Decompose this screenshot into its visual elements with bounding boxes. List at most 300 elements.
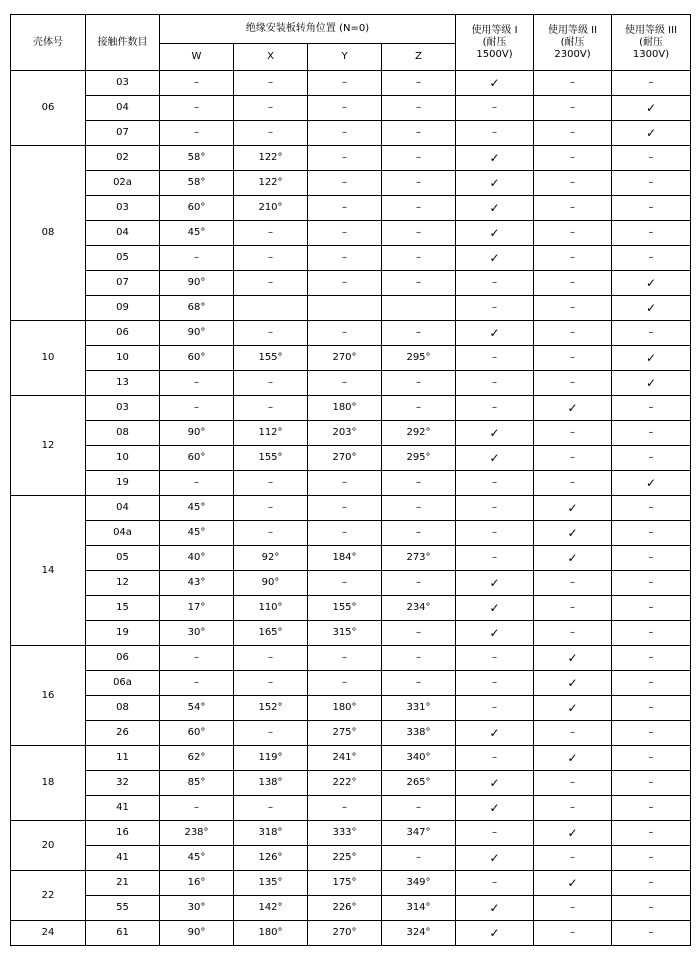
contact-count-cell: 02 (86, 146, 160, 171)
position-y-cell: 222° (308, 771, 382, 796)
use-grade-1-cell: ✓ (456, 221, 534, 246)
use-grade-3-cell: – (612, 496, 691, 521)
contact-count-cell: 32 (86, 771, 160, 796)
use-grade-1-cell: – (456, 521, 534, 546)
use-grade-1-cell: – (456, 296, 534, 321)
position-x-cell: 122° (234, 171, 308, 196)
position-z-cell: – (382, 96, 456, 121)
position-x-cell: 155° (234, 446, 308, 471)
use-grade-2-header: 使用等级 II (耐压 2300V) (534, 15, 612, 71)
use-grade-2-cell: – (534, 596, 612, 621)
position-z-cell: – (382, 171, 456, 196)
position-w-cell: 60° (160, 196, 234, 221)
contact-count-cell: 21 (86, 871, 160, 896)
contact-count-cell: 19 (86, 621, 160, 646)
position-y-cell: – (308, 96, 382, 121)
position-x-cell: – (234, 121, 308, 146)
position-w-cell: 58° (160, 171, 234, 196)
position-y-cell: – (308, 121, 382, 146)
position-w-cell: – (160, 71, 234, 96)
position-y-cell: – (308, 671, 382, 696)
rotation-position-header: 绝缘安装板转角位置 (N=0) (160, 15, 456, 44)
position-z-cell: 331° (382, 696, 456, 721)
position-x-cell: – (234, 321, 308, 346)
table-row (11, 471, 691, 496)
use-grade-2-cell: ✓ (534, 496, 612, 521)
position-y-cell: 184° (308, 546, 382, 571)
use-grade-3-cell: – (612, 246, 691, 271)
use-grade-1-cell: – (456, 396, 534, 421)
position-y-cell: 333° (308, 821, 382, 846)
table-row (11, 621, 691, 646)
position-w-cell: 16° (160, 871, 234, 896)
use-grade-3-cell: – (612, 396, 691, 421)
position-y-cell: – (308, 146, 382, 171)
shell-number-cell: 06 (11, 71, 86, 146)
position-z-cell: – (382, 846, 456, 871)
shell-number-cell: 24 (11, 921, 86, 946)
contact-count-cell: 08 (86, 421, 160, 446)
position-x-cell: – (234, 646, 308, 671)
use-grade-2-cell: – (534, 771, 612, 796)
position-y-cell: 175° (308, 871, 382, 896)
use-grade-2-cell: ✓ (534, 746, 612, 771)
position-z-cell: – (382, 221, 456, 246)
use-grade-1-cell: ✓ (456, 921, 534, 946)
position-w-cell: 45° (160, 496, 234, 521)
table-row (11, 221, 691, 246)
position-w-cell: 238° (160, 821, 234, 846)
table-row (11, 671, 691, 696)
contact-count-cell: 07 (86, 121, 160, 146)
position-x-cell: – (234, 721, 308, 746)
contact-count-cell: 10 (86, 446, 160, 471)
position-z-cell: 295° (382, 346, 456, 371)
contact-count-cell: 41 (86, 846, 160, 871)
position-z-cell: 338° (382, 721, 456, 746)
position-z-cell: – (382, 496, 456, 521)
table-row (11, 296, 691, 321)
use-grade-3-cell: ✓ (612, 271, 691, 296)
use-grade-2-cell: – (534, 146, 612, 171)
position-x-cell: 126° (234, 846, 308, 871)
position-z-cell: – (382, 121, 456, 146)
table-row (11, 921, 691, 946)
use-grade-3-cell: – (612, 896, 691, 921)
contact-count-header: 接触件数目 (86, 15, 160, 71)
use-grade-2-cell: – (534, 621, 612, 646)
position-y-cell: – (308, 171, 382, 196)
use-grade-1-header: 使用等级 I (耐压 1500V) (456, 15, 534, 71)
position-x-cell: – (234, 496, 308, 521)
position-z-cell (382, 296, 456, 321)
use-grade-2-cell: – (534, 371, 612, 396)
position-z-cell: 234° (382, 596, 456, 621)
use-grade-2-cell: – (534, 796, 612, 821)
position-w-cell: 45° (160, 846, 234, 871)
use-grade-1-cell: – (456, 671, 534, 696)
use-grade-3-cell: – (612, 671, 691, 696)
use-grade-1-cell: – (456, 471, 534, 496)
use-grade-2-cell: ✓ (534, 671, 612, 696)
position-z-cell: – (382, 796, 456, 821)
contact-count-cell: 11 (86, 746, 160, 771)
use-grade-3-cell: – (612, 221, 691, 246)
table-row (11, 146, 691, 171)
position-w-cell: – (160, 396, 234, 421)
position-w-cell: 60° (160, 446, 234, 471)
position-z-cell: 292° (382, 421, 456, 446)
position-x-cell: – (234, 96, 308, 121)
position-z-cell: 314° (382, 896, 456, 921)
position-w-header: W (160, 44, 234, 71)
position-z-cell: 265° (382, 771, 456, 796)
position-y-header: Y (308, 44, 382, 71)
table-row (11, 371, 691, 396)
position-w-cell: 30° (160, 621, 234, 646)
table-row (11, 746, 691, 771)
position-x-cell: – (234, 396, 308, 421)
position-x-cell: – (234, 796, 308, 821)
position-x-cell: 122° (234, 146, 308, 171)
position-y-cell: 270° (308, 346, 382, 371)
position-w-cell: 60° (160, 721, 234, 746)
table-row (11, 821, 691, 846)
use-grade-3-cell: – (612, 771, 691, 796)
table-row (11, 396, 691, 421)
shell-number-cell: 10 (11, 321, 86, 396)
contact-count-cell: 19 (86, 471, 160, 496)
use-grade-2-cell: ✓ (534, 396, 612, 421)
position-z-cell: 273° (382, 546, 456, 571)
table-body (11, 71, 691, 946)
use-grade-3-header: 使用等级 III (耐压 1300V) (612, 15, 691, 71)
position-z-cell: – (382, 571, 456, 596)
use-grade-1-cell: ✓ (456, 721, 534, 746)
use-grade-3-cell: – (612, 71, 691, 96)
position-x-cell: – (234, 671, 308, 696)
table-row (11, 496, 691, 521)
position-z-cell: – (382, 371, 456, 396)
use-grade-1-cell: – (456, 546, 534, 571)
use-grade-2-cell: ✓ (534, 871, 612, 896)
contact-count-cell: 26 (86, 721, 160, 746)
table-row (11, 246, 691, 271)
use-grade-1-cell: – (456, 271, 534, 296)
position-x-cell: 112° (234, 421, 308, 446)
table-row (11, 596, 691, 621)
table-row (11, 896, 691, 921)
position-y-cell: 226° (308, 896, 382, 921)
use-grade-1-cell: – (456, 346, 534, 371)
contact-count-cell: 10 (86, 346, 160, 371)
use-grade-2-cell: ✓ (534, 521, 612, 546)
position-w-cell: 85° (160, 771, 234, 796)
shell-number-cell: 14 (11, 496, 86, 646)
use-grade-2-cell: – (534, 571, 612, 596)
position-z-cell: – (382, 246, 456, 271)
position-z-cell: 324° (382, 921, 456, 946)
position-x-cell: 318° (234, 821, 308, 846)
use-grade-2-cell: – (534, 421, 612, 446)
position-w-cell: 17° (160, 596, 234, 621)
use-grade-3-cell: – (612, 521, 691, 546)
position-y-cell: – (308, 471, 382, 496)
position-x-cell: 152° (234, 696, 308, 721)
position-x-cell: 90° (234, 571, 308, 596)
position-w-cell: – (160, 471, 234, 496)
contact-count-cell: 03 (86, 196, 160, 221)
position-y-cell (308, 296, 382, 321)
position-z-cell: – (382, 196, 456, 221)
position-x-cell: 138° (234, 771, 308, 796)
position-z-cell: – (382, 471, 456, 496)
contact-count-cell: 41 (86, 796, 160, 821)
contact-count-cell: 03 (86, 71, 160, 96)
position-w-cell: 58° (160, 146, 234, 171)
position-y-cell: – (308, 646, 382, 671)
use-grade-3-cell: – (612, 196, 691, 221)
position-x-header: X (234, 44, 308, 71)
use-grade-2-cell: – (534, 896, 612, 921)
position-y-cell: 225° (308, 846, 382, 871)
use-grade-1-cell: ✓ (456, 171, 534, 196)
position-y-cell: 180° (308, 696, 382, 721)
use-grade-3-cell: – (612, 571, 691, 596)
contact-count-cell: 61 (86, 921, 160, 946)
position-y-cell: – (308, 71, 382, 96)
position-x-cell: 110° (234, 596, 308, 621)
table-row (11, 521, 691, 546)
insert-rotation-table (10, 14, 691, 946)
position-z-header: Z (382, 44, 456, 71)
position-z-cell: – (382, 321, 456, 346)
position-y-cell: – (308, 571, 382, 596)
table-row (11, 771, 691, 796)
use-grade-2-cell: ✓ (534, 696, 612, 721)
position-y-cell: 180° (308, 396, 382, 421)
position-x-cell: – (234, 371, 308, 396)
use-grade-2-cell: – (534, 171, 612, 196)
position-y-cell: – (308, 196, 382, 221)
position-w-cell: – (160, 796, 234, 821)
shell-number-cell: 16 (11, 646, 86, 746)
position-y-cell: – (308, 271, 382, 296)
position-x-cell: – (234, 221, 308, 246)
use-grade-2-cell: – (534, 471, 612, 496)
position-x-cell: – (234, 521, 308, 546)
use-grade-1-cell: – (456, 821, 534, 846)
table-row (11, 871, 691, 896)
position-y-cell: – (308, 521, 382, 546)
position-x-cell: 135° (234, 871, 308, 896)
use-grade-1-cell: ✓ (456, 771, 534, 796)
contact-count-cell: 09 (86, 296, 160, 321)
contact-count-cell: 04 (86, 221, 160, 246)
use-grade-3-cell: – (612, 871, 691, 896)
table-row (11, 71, 691, 96)
use-grade-3-cell: – (612, 596, 691, 621)
contact-count-cell: 08 (86, 696, 160, 721)
use-grade-1-cell: ✓ (456, 621, 534, 646)
use-grade-1-cell: ✓ (456, 446, 534, 471)
position-z-cell: – (382, 71, 456, 96)
contact-count-cell: 04 (86, 96, 160, 121)
contact-count-cell: 06 (86, 321, 160, 346)
position-w-cell: 60° (160, 346, 234, 371)
use-grade-1-cell: – (456, 371, 534, 396)
position-w-cell: – (160, 96, 234, 121)
table-row (11, 421, 691, 446)
position-x-cell: – (234, 471, 308, 496)
contact-count-cell: 07 (86, 271, 160, 296)
shell-number-cell: 08 (11, 146, 86, 321)
position-y-cell: 315° (308, 621, 382, 646)
use-grade-1-cell: – (456, 746, 534, 771)
use-grade-2-cell: ✓ (534, 646, 612, 671)
table-row (11, 271, 691, 296)
use-grade-3-cell: – (612, 696, 691, 721)
use-grade-3-cell: – (612, 921, 691, 946)
position-y-cell: – (308, 496, 382, 521)
use-grade-2-cell: – (534, 921, 612, 946)
use-grade-3-cell: ✓ (612, 121, 691, 146)
table-row (11, 96, 691, 121)
position-y-cell: – (308, 246, 382, 271)
use-grade-3-cell: – (612, 646, 691, 671)
position-w-cell: – (160, 671, 234, 696)
contact-count-cell: 12 (86, 571, 160, 596)
table-row (11, 696, 691, 721)
position-z-cell: – (382, 646, 456, 671)
table-row (11, 196, 691, 221)
position-x-cell: – (234, 246, 308, 271)
use-grade-1-cell: ✓ (456, 246, 534, 271)
use-grade-3-cell: – (612, 421, 691, 446)
use-grade-2-cell: – (534, 846, 612, 871)
position-y-cell: 155° (308, 596, 382, 621)
table-row (11, 796, 691, 821)
position-z-cell: 347° (382, 821, 456, 846)
use-grade-3-cell: – (612, 821, 691, 846)
table-header (11, 15, 691, 71)
use-grade-1-cell: – (456, 496, 534, 521)
use-grade-3-cell: – (612, 746, 691, 771)
contact-count-cell: 13 (86, 371, 160, 396)
contact-count-cell: 03 (86, 396, 160, 421)
use-grade-2-cell: ✓ (534, 821, 612, 846)
use-grade-3-cell: – (612, 721, 691, 746)
position-z-cell: – (382, 396, 456, 421)
position-x-cell: 155° (234, 346, 308, 371)
use-grade-2-cell: – (534, 271, 612, 296)
use-grade-3-cell: – (612, 846, 691, 871)
use-grade-1-cell: ✓ (456, 571, 534, 596)
position-y-cell: 270° (308, 446, 382, 471)
position-w-cell: 90° (160, 421, 234, 446)
position-w-cell: 90° (160, 921, 234, 946)
use-grade-3-cell: ✓ (612, 471, 691, 496)
use-grade-1-cell: ✓ (456, 321, 534, 346)
contact-count-cell: 04 (86, 496, 160, 521)
position-w-cell: 62° (160, 746, 234, 771)
contact-count-cell: 02a (86, 171, 160, 196)
position-x-cell: 180° (234, 921, 308, 946)
table-row (11, 446, 691, 471)
position-w-cell: 43° (160, 571, 234, 596)
contact-count-cell: 04a (86, 521, 160, 546)
position-z-cell: – (382, 621, 456, 646)
position-z-cell: – (382, 671, 456, 696)
position-y-cell: – (308, 321, 382, 346)
use-grade-3-cell: – (612, 446, 691, 471)
contact-count-cell: 05 (86, 546, 160, 571)
table-row (11, 171, 691, 196)
use-grade-1-cell: ✓ (456, 846, 534, 871)
position-w-cell: – (160, 246, 234, 271)
position-z-cell: – (382, 146, 456, 171)
use-grade-2-cell: – (534, 346, 612, 371)
position-w-cell: – (160, 121, 234, 146)
position-w-cell: 40° (160, 546, 234, 571)
position-y-cell: 270° (308, 921, 382, 946)
use-grade-2-cell: – (534, 446, 612, 471)
position-w-cell: 45° (160, 521, 234, 546)
use-grade-3-cell: ✓ (612, 371, 691, 396)
position-x-cell: 142° (234, 896, 308, 921)
use-grade-2-cell: – (534, 196, 612, 221)
shell-number-cell: 20 (11, 821, 86, 871)
use-grade-2-cell: – (534, 221, 612, 246)
use-grade-2-cell: – (534, 321, 612, 346)
use-grade-3-cell: ✓ (612, 296, 691, 321)
table-row (11, 346, 691, 371)
position-w-cell: 30° (160, 896, 234, 921)
position-w-cell: 68° (160, 296, 234, 321)
position-w-cell: 54° (160, 696, 234, 721)
position-y-cell: 275° (308, 721, 382, 746)
use-grade-3-cell: – (612, 321, 691, 346)
use-grade-3-cell: – (612, 146, 691, 171)
use-grade-1-cell: – (456, 646, 534, 671)
use-grade-1-cell: – (456, 871, 534, 896)
use-grade-2-cell: – (534, 121, 612, 146)
position-z-cell: 295° (382, 446, 456, 471)
table-row (11, 846, 691, 871)
position-x-cell (234, 296, 308, 321)
shell-number-cell: 22 (11, 871, 86, 921)
table-row (11, 121, 691, 146)
use-grade-1-cell: ✓ (456, 196, 534, 221)
position-w-cell: 90° (160, 321, 234, 346)
position-x-cell: 119° (234, 746, 308, 771)
position-y-cell: 241° (308, 746, 382, 771)
table-row (11, 721, 691, 746)
use-grade-2-cell: – (534, 296, 612, 321)
use-grade-1-cell: ✓ (456, 796, 534, 821)
use-grade-2-cell: – (534, 96, 612, 121)
use-grade-2-cell: ✓ (534, 546, 612, 571)
table-row (11, 571, 691, 596)
position-x-cell: 92° (234, 546, 308, 571)
position-z-cell: – (382, 271, 456, 296)
use-grade-2-cell: – (534, 721, 612, 746)
shell-number-cell: 12 (11, 396, 86, 496)
position-x-cell: 165° (234, 621, 308, 646)
position-y-cell: 203° (308, 421, 382, 446)
position-z-cell: 340° (382, 746, 456, 771)
table-row (11, 646, 691, 671)
